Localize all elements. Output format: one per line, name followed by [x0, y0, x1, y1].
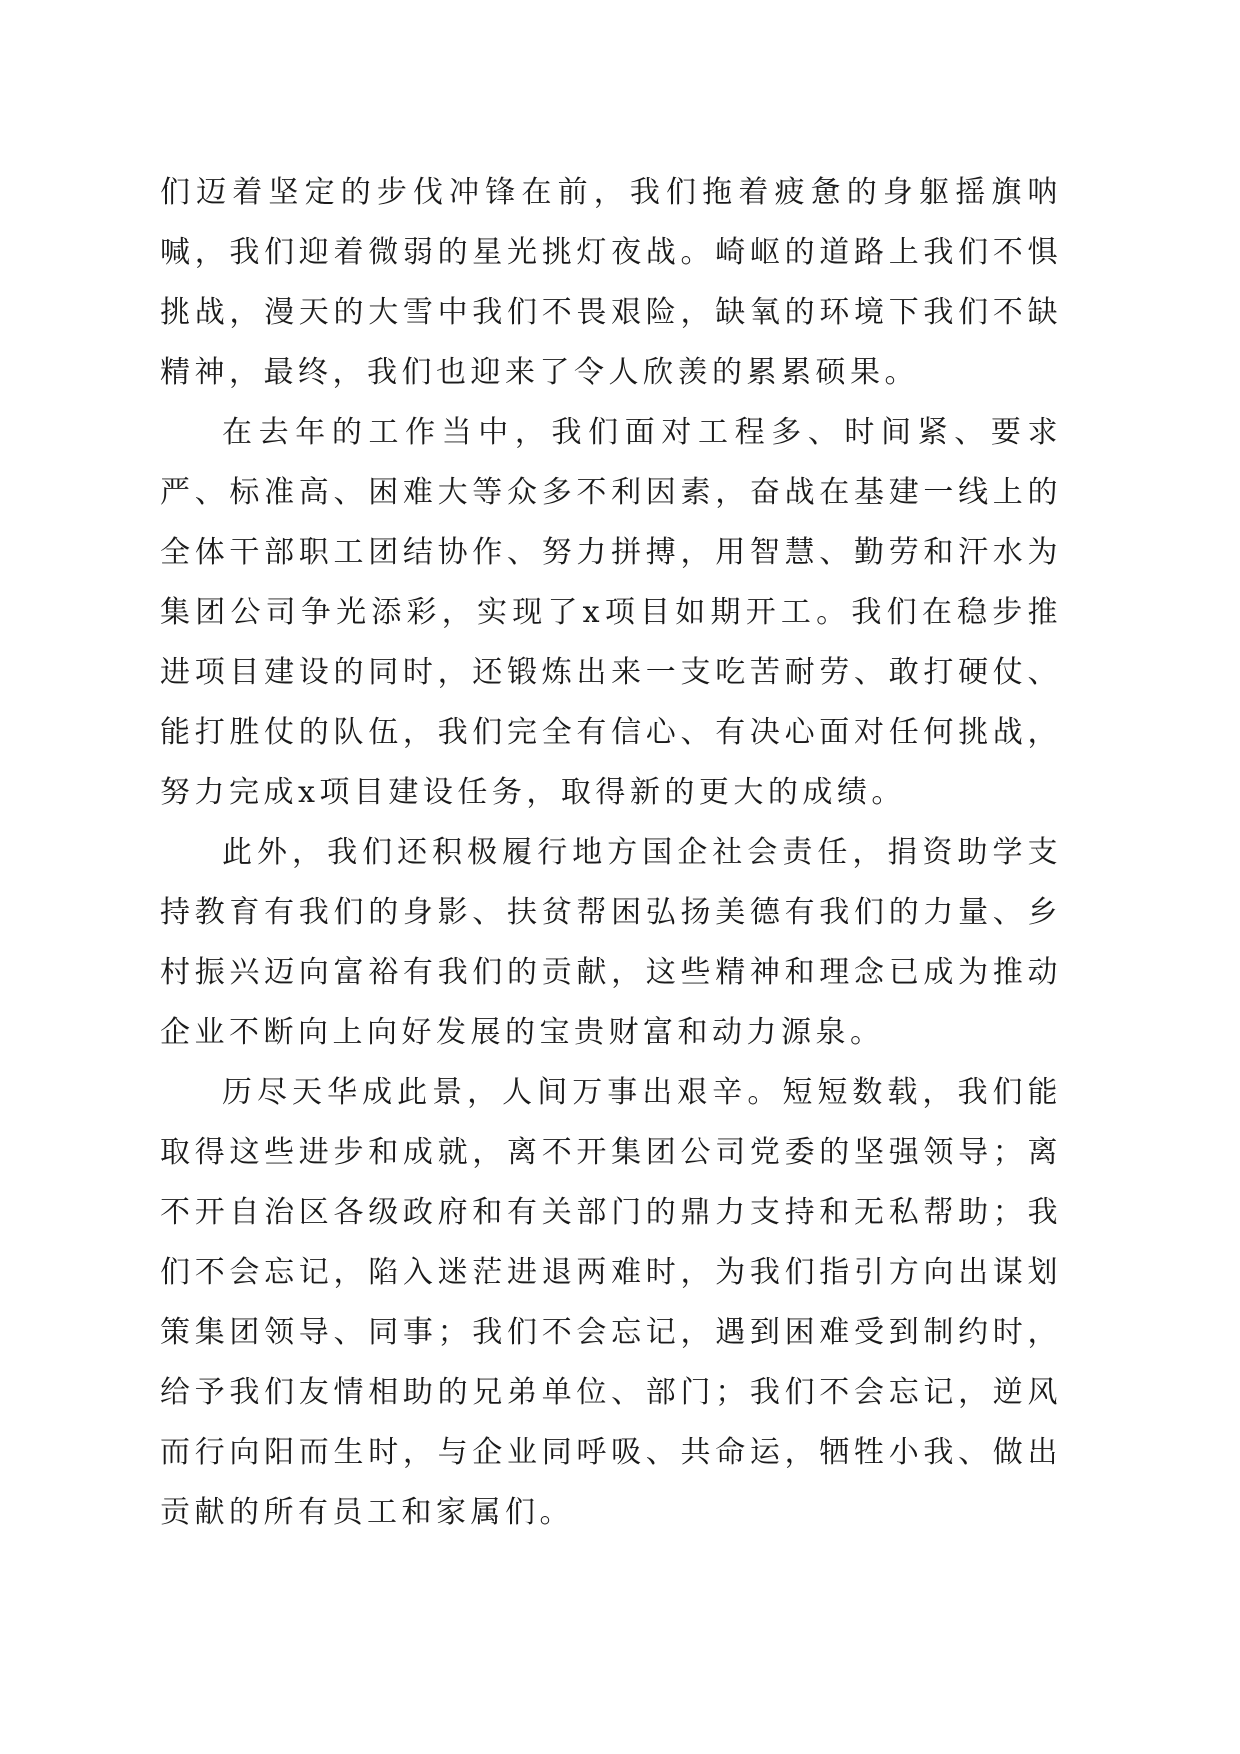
paragraph-1: 们迈着坚定的步伐冲锋在前，我们拖着疲惫的身躯摇旗呐喊，我们迎着微弱的星光挑灯夜战。崎岖的道路上我们不惧挑战，漫天的大雪中我们不畏艰险，缺氧的环境下我们不缺精神，最终，我们也迎来了令人欣羡的累累硕果。: [160, 175, 1062, 390]
body-text: [160, 163, 1062, 1543]
paragraph-2: 在去年的工作当中，我们面对工程多、时间紧、要求严、标准高、困难大等众多不利因素，奋战在基建一线上的全体干部职工团结协作、努力拼搏，用智慧、勤劳和汗水为集团公司争光添彩，实现了x项目如期开工。我们在稳步推进项目建设的同时，还锻炼出来一支吃苦耐劳、敢打硬仗、能打胜仗的队伍，我们完全有信心、有决心面对任何挑战，努力完成x项目建设任务，取得新的更大的成绩。: [160, 415, 1062, 810]
paragraph-4: 历尽天华成此景，人间万事出艰辛。短短数载，我们能取得这些进步和成就，离不开集团公司党委的坚强领导；离不开自治区各级政府和有关部门的鼎力支持和无私帮助；我们不会忘记，陷入迷茫进退两难时，为我们指引方向出谋划策集团领导、同事；我们不会忘记，遇到困难受到制约时，给予我们友情相助的兄弟单位、部门；我们不会忘记，逆风而行向阳而生时，与企业同呼吸、共命运，牺牲小我、做出贡献的所有员工和家属们。: [160, 1075, 1062, 1530]
paragraph-3: 此外，我们还积极履行地方国企社会责任，捐资助学支持教育有我们的身影、扶贫帮困弘扬美德有我们的力量、乡村振兴迈向富裕有我们的贡献，这些精神和理念已成为推动企业不断向上向好发展的宝贵财富和动力源泉。: [160, 835, 1062, 1050]
